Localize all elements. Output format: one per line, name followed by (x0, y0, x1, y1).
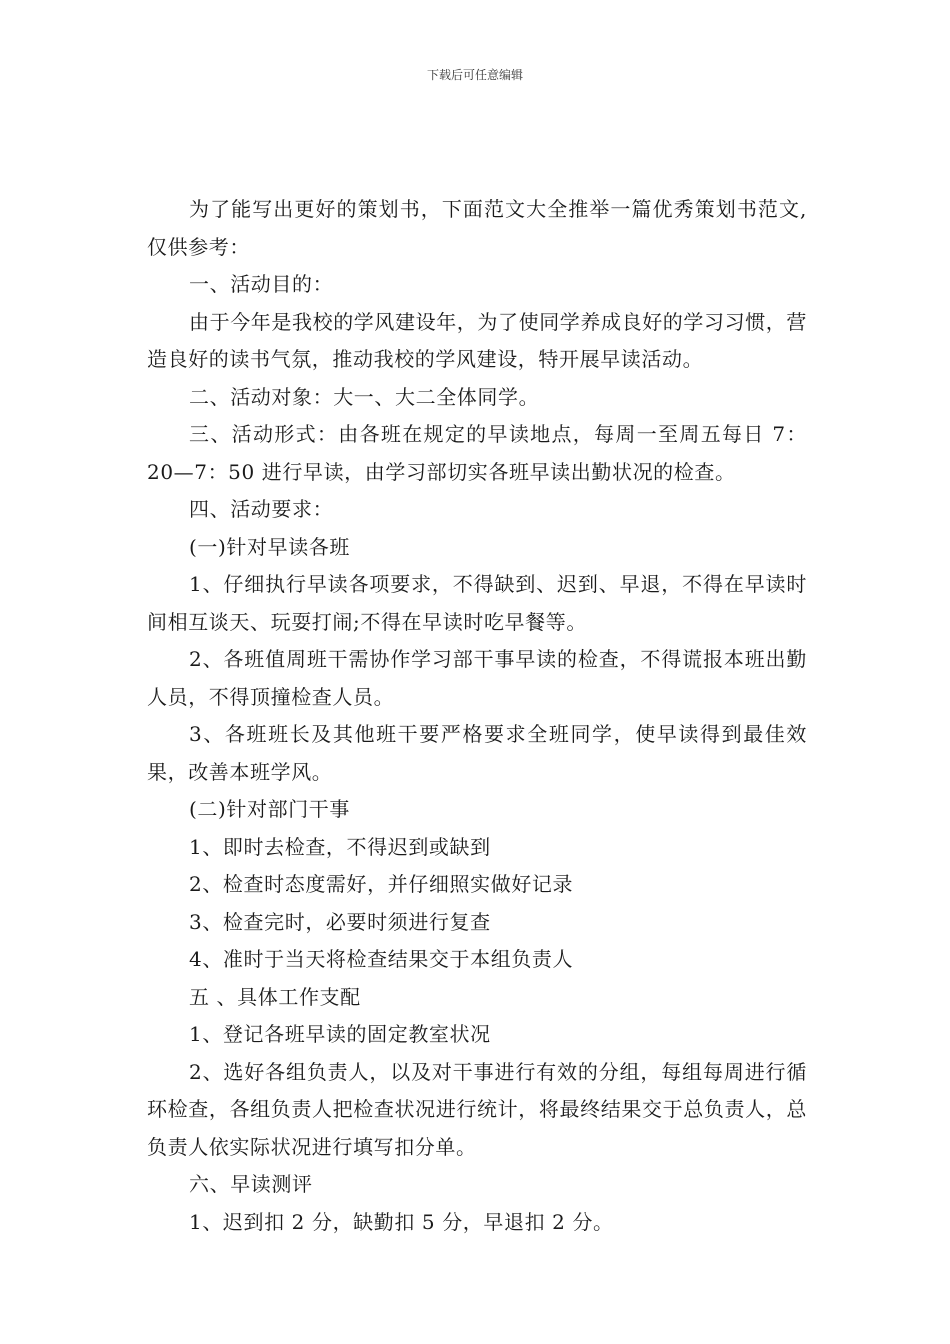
paragraph-purpose: 由于今年是我校的学风建设年，为了使同学养成良好的学习习惯，营造良好的读书气氛，推动我校的学风建设，特开展早读活动。 (147, 309, 807, 371)
header-note: 下载后可任意编辑 (426, 68, 523, 82)
list-item: 2、选好各组负责人，以及对干事进行有效的分组，每组每周进行循环检查，各组负责人把检查状况进行统计，将最终结果交于总负责人，总负责人依实际状况进行填写扣分单。 (147, 1059, 807, 1159)
subheading-classes: (一)针对早读各班 (189, 534, 351, 559)
list-item: 1、迟到扣 2 分，缺勤扣 5 分，早退扣 2 分。 (189, 1209, 614, 1234)
list-item: 3、各班班长及其他班干要严格要求全班同学，使早读得到最佳效果，改善本班学风。 (147, 722, 807, 784)
list-item: 2、检查时态度需好，并仔细照实做好记录 (189, 872, 574, 896)
list-item: 1、仔细执行早读各项要求，不得缺到、迟到、早退，不得在早读时间相互谈天、玩耍打闹;不得在早读时吃早餐等。 (147, 572, 807, 634)
list-item: 1、登记各班早读的固定教室状况 (189, 1022, 491, 1046)
heading-audience: 二、活动对象：大一、大二全体同学。 (189, 384, 540, 409)
heading-purpose: 一、活动目的： (189, 272, 334, 296)
list-item: 2、各班值周班干需协作学习部干事早读的检查，不得谎报本班出勤人员，不得顶撞检查人员。 (147, 647, 807, 709)
list-item: 4、准时于当天将检查结果交于本组负责人 (189, 947, 574, 971)
subheading-staff: (二)针对部门干事 (189, 797, 351, 821)
paragraph-format: 三、活动形式：由各班在规定的早读地点，每周一至周五每日 7：20—7：50 进行早读，由学习部切实各班早读出勤状况的检查。 (147, 422, 807, 484)
paragraph-intro: 为了能写出更好的策划书，下面范文大全推举一篇优秀策划书范文,仅供参考： (147, 197, 807, 259)
heading-evaluation: 六、早读测评 (189, 1172, 313, 1196)
heading-arrangement: 五 、具体工作支配 (189, 984, 361, 1009)
list-item: 3、检查完时，必要时须进行复查 (189, 909, 491, 934)
document-body (147, 191, 807, 1241)
list-item: 1、即时去检查，不得迟到或缺到 (189, 834, 491, 859)
heading-requirements: 四、活动要求： (189, 497, 334, 521)
